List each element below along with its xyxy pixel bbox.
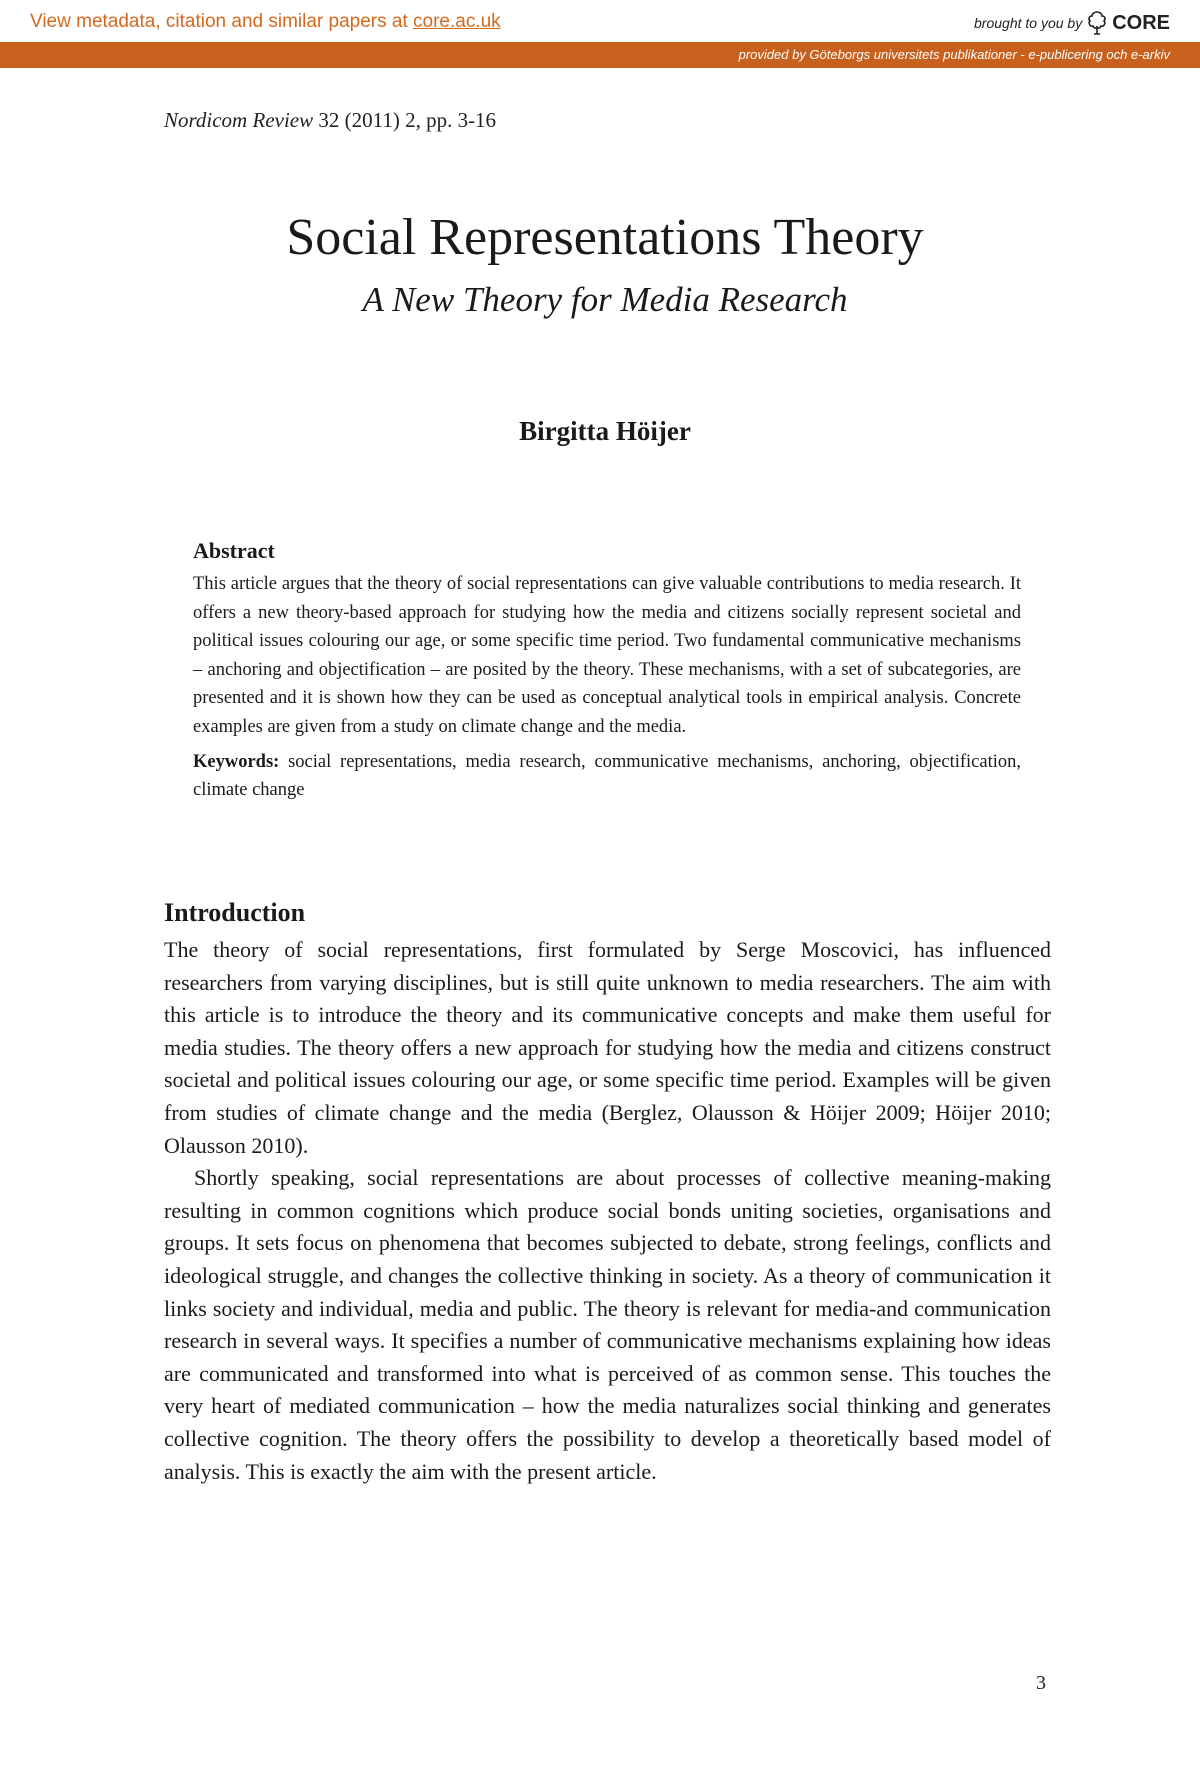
brought-to-you-by[interactable]	[974, 10, 1170, 36]
introduction-section	[164, 898, 1051, 1488]
core-label: CORE	[1112, 11, 1170, 34]
author-name: Birgitta Höijer	[519, 416, 691, 446]
abstract-text: This article argues that the theory of social representations can give valuable contributions to media research. It offers a new theory-based approach for studying how the media and citizens socially represent societal and political issues colouring our age, or some specific time period. Two fundamental communicative mechanisms – anchoring and objectification – are posited by the theory. These mechanisms, with a set of subcategories, are presented and it is shown how they can be used as conceptual analytical tools in empirical analysis. Concrete examples are given from a study on climate change and the media.	[193, 574, 1021, 737]
core-header	[0, 0, 1200, 42]
abstract-heading: Abstract	[193, 538, 275, 563]
metadata-text: View metadata, citation and similar papers at	[30, 11, 414, 32]
keywords	[193, 748, 1021, 805]
core-ac-uk-link[interactable]: core.ac.uk	[413, 11, 501, 32]
introduction-paragraph-2: Shortly speaking, social representations are about processes of collective meaning-making resulting in common cognitions which produce social bonds uniting societies, organisations and groups. It sets focus on phenomena that becomes subjected to debate, strong feelings, conflicts and ideological struggle, and changes the collective thinking in society. As a theory of communication it links society and individual, media and public. The theory is relevant for media-and communication research in several ways. It specifies a number of communicative mechanisms explaining how ideas are communicated and transformed into what is perceived of as common sense. This touches the very heart of mediated communication – how the media naturalizes social thinking and generates collective cognition. The theory offers the possibility to develop a theoretically based model of analysis. This is exactly the aim with the present article.	[164, 1165, 1051, 1484]
journal-details: 32 (2011) 2, pp. 3-16	[313, 108, 497, 132]
introduction-paragraph-1: The theory of social representations, first formulated by Serge Moscovici, has influenced researchers from varying disciplines, but is still quite unknown to media researchers. The aim with this article is to introduce the theory and its communicative concepts and make them useful for media studies. The theory offers a new approach for studying how the media and citizens construct societal and political issues colouring our age, or some specific time period. Examples will be given from studies of climate change and the media (Berglez, Olausson & Höijer 2009; Höijer 2010; Olausson 2010).	[164, 937, 1051, 1158]
core-logo-icon	[1086, 10, 1108, 36]
provided-by-text: provided by Göteborgs universitets publikationer - e-publicering och e-arkiv	[738, 47, 1170, 62]
introduction-heading: Introduction	[164, 898, 306, 927]
page-number: 3	[1036, 1672, 1046, 1694]
paper-title: Social Representations Theory	[286, 209, 924, 266]
metadata-link-text[interactable]	[30, 11, 501, 33]
paper-subtitle: A New Theory for Media Research	[362, 280, 848, 319]
journal-citation	[164, 108, 496, 133]
journal-name: Nordicom Review	[164, 108, 314, 132]
abstract-section	[193, 538, 1021, 805]
brought-text: brought to you by	[974, 15, 1083, 31]
provided-by-band	[0, 42, 1200, 68]
keywords-list: social representations, media research, communicative mechanisms, anchoring, objectification, climate change	[193, 751, 1021, 801]
keywords-label: Keywords:	[193, 751, 280, 772]
